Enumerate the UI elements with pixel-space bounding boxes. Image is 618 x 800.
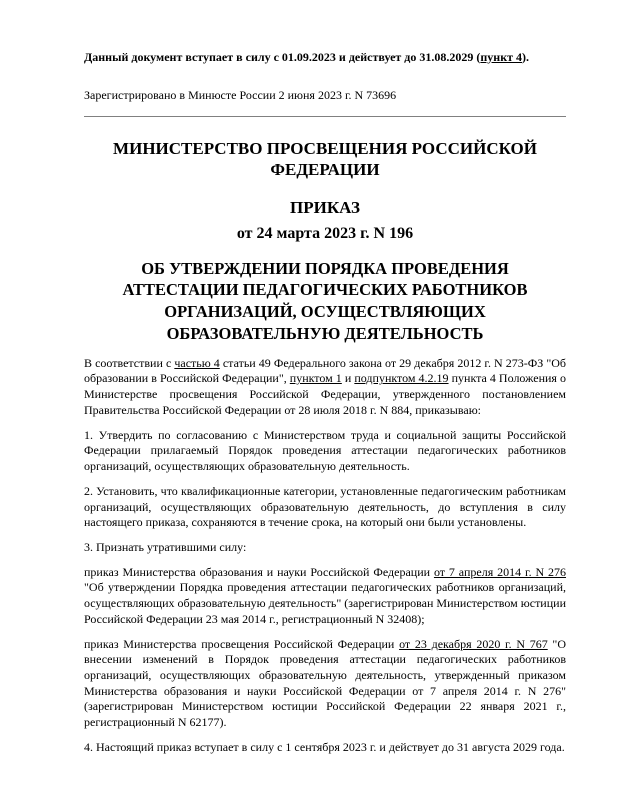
inline-reference-link[interactable]: частью 4 bbox=[174, 355, 220, 370]
inline-reference-link[interactable]: подпунктом 4.2.19 bbox=[354, 371, 449, 386]
text-segment: и bbox=[341, 371, 355, 386]
text-segment: пункта 4 Положения о Министерстве просвещения Российской Федерации, утвержденного постановлением Правительства Российской Федерации от 28 июля 2018 г. N 884, приказываю: bbox=[84, 371, 567, 417]
doc-type-heading: ПРИКАЗ bbox=[290, 197, 360, 217]
inline-reference-link[interactable]: пункт 4 bbox=[480, 50, 523, 64]
body-paragraph-preamble bbox=[84, 356, 566, 419]
ministry-heading: МИНИСТЕРСТВО ПРОСВЕЩЕНИЯ РОССИЙСКОЙ ФЕДЕРАЦИИ bbox=[113, 139, 537, 180]
body-paragraph-item-2 bbox=[84, 484, 566, 531]
text-segment: 2. Установить, что квалификационные категории, установленные педагогическим работникам организаций, осуществляющих образовательную деятельность, до вступления в силу настоящего приказа, сохраняются в течение срока, на который они были установлены. bbox=[84, 483, 566, 530]
text-segment: приказ Министерства просвещения Российской Федерации bbox=[84, 636, 400, 651]
doc-title: ОБ УТВЕРЖДЕНИИ ПОРЯДКА ПРОВЕДЕНИЯ АТТЕСТАЦИИ ПЕДАГОГИЧЕСКИХ РАБОТНИКОВ ОРГАНИЗАЦИЙ, ОСУЩЕСТВЛЯЮЩИХ ОБРАЗОВАТЕЛЬНУЮ ДЕЯТЕЛЬНОСТЬ bbox=[122, 258, 528, 343]
text-segment: Данный документ вступает в силу с 01.09.2023 и действует до 31.08.2029 ( bbox=[84, 50, 481, 64]
text-segment: приказ Министерства образования и науки Российской Федерации bbox=[84, 564, 434, 579]
body-paragraph-repealed-order-1 bbox=[84, 565, 566, 628]
registration-line: Зарегистрировано в Минюсте России 2 июня 2023 г. N 73696 bbox=[84, 87, 397, 102]
inline-reference-link[interactable]: от 23 декабря 2020 г. N 767 bbox=[399, 636, 548, 651]
text-segment: 3. Признать утратившими силу: bbox=[84, 539, 247, 554]
divider-rule bbox=[84, 116, 566, 117]
text-segment: статьи 49 Федерального закона от 29 декабря 2012 г. N 273-ФЗ "Об образовании в Российской Федерации", bbox=[84, 355, 566, 386]
text-segment: 1. Утвердить по согласованию с Министерством труда и социальной защиты Российской Федерации прилагаемый Порядок проведения аттестации педагогических работников организаций, осуществляющих образовательную деятельность. bbox=[84, 427, 566, 474]
validity-notice bbox=[84, 50, 566, 66]
text-segment: ). bbox=[522, 50, 530, 64]
body-paragraph-item-4 bbox=[84, 740, 566, 756]
text-segment: "О внесении изменений в Порядок проведения аттестации педагогических работников организаций, осуществляющих образовательную деятельность, утвержденный приказом Министерства образования и науки Российской Федерации от 7 апреля 2014 г. N 276" (зарегистрирован Министерством юстиции Российской Федерации 22 января 2021 г., регистрационный N 62177). bbox=[84, 636, 566, 730]
body-paragraph-repealed-order-2 bbox=[84, 637, 566, 731]
text-segment: "Об утверждении Порядка проведения аттестации педагогических работников организаций, осуществляющих образовательную деятельность" (зарегистрирован Министерством юстиции Российской Федерации 23 мая 2014 г., регистрационный N 32408); bbox=[84, 580, 566, 626]
doc-body bbox=[84, 356, 566, 756]
inline-reference-link[interactable]: от 7 апреля 2014 г. N 276 bbox=[433, 564, 567, 579]
text-segment: 4. Настоящий приказ вступает в силу с 1 сентября 2023 г. и действует до 31 августа 2029 года. bbox=[84, 739, 565, 754]
inline-reference-link[interactable]: пунктом 1 bbox=[289, 371, 342, 386]
text-segment: В соответствии с bbox=[84, 355, 175, 370]
doc-date-number: от 24 марта 2023 г. N 196 bbox=[236, 224, 414, 242]
body-paragraph-item-1 bbox=[84, 428, 566, 475]
body-paragraph-item-3 bbox=[84, 540, 566, 556]
